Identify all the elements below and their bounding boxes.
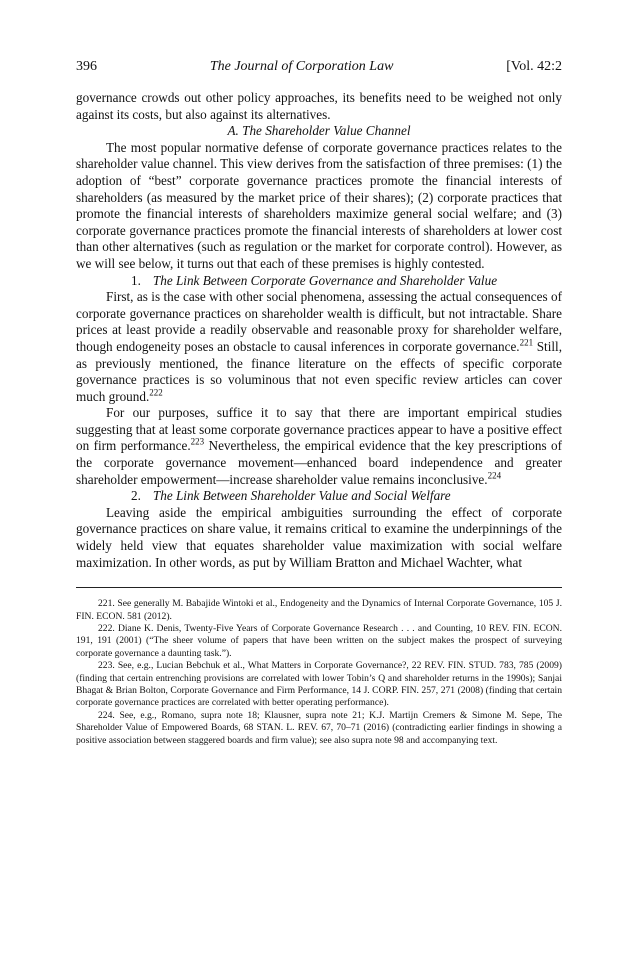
running-header — [76, 58, 562, 76]
page — [76, 58, 562, 747]
paragraph-text: Still, as previously mentioned, the finance literature on the effects of specific corporate governance practices is so voluminous that not even specific review articles can cover much ground. — [76, 338, 563, 404]
footnote-221: 221. See generally M. Babajide Wintoki et al., Endogeneity and the Dynamics of Internal Corporate Governance, 105 J. FIN. ECON. 581 (2012). — [76, 598, 562, 622]
paragraph-text: For our purposes, suffice it to say that there are important empirical studies suggesting that at least some corporate governance practices appear to have a positive effect on firm performance. — [76, 405, 562, 454]
footnotes — [76, 598, 562, 747]
footnote-ref-221[interactable]: 221 — [519, 337, 534, 348]
footnote-ref-224[interactable]: 224 — [487, 470, 502, 481]
subsection-heading-2 — [76, 488, 562, 505]
footnote-ref-222[interactable]: 222 — [149, 387, 163, 398]
journal-title: The Journal of Corporation Law — [209, 59, 394, 74]
footnote-ref-223[interactable]: 223 — [190, 437, 205, 448]
footnote-222: 222. Diane K. Denis, Twenty-Five Years of Corporate Governance Research . . . and Counting, 10 REV. FIN. ECON. 191, 191 (2001) (“The sheer volume of papers that have been written on the subject makes the prospect of surveying corporate governance a daunting task.”). — [76, 623, 562, 659]
subsection-title: The Link Between Shareholder Value and Social Welfare — [152, 488, 451, 504]
footnote-divider — [76, 587, 562, 588]
body-text — [76, 90, 562, 571]
subsection-heading-1 — [76, 273, 562, 290]
paragraph-text: First, as is the case with other social phenomena, assessing the actual consequences of corporate governance practices on shareholder wealth is difficult, but not intractable. Share prices at least provide a readily observable and reasonable proxy for shareholder welfare, though endogeneity poses an obstacle to causal inferences in corporate governance. — [76, 289, 562, 354]
paragraph-text: Nevertheless, the empirical evidence that the key prescriptions of the corporate governance movement—enhanced board independence and greater shareholder empowerment—increase shareholder value remains inconclusive. — [76, 438, 562, 487]
section-heading-a: A. The Shareholder Value Channel — [227, 123, 411, 139]
footnote-223: 223. See, e.g., Lucian Bebchuk et al., What Matters in Corporate Governance?, 22 REV. FIN. STUD. 783, 785 (2009) (finding that certain entrenching provisions are correlated with lower Tobin’s Q and shareholder returns in the 1990s); Sanjai Bhagat & Brian Bolton, Corporate Governance and Firm Performance, 14 J. CORP. FIN. 257, 271 (2008) (finding that certain corporate governance practices are correlated with better operating performance). — [76, 660, 562, 709]
volume-label: [Vol. 42:2 — [506, 59, 562, 74]
subsection-title: The Link Between Corporate Governance and Shareholder Value — [152, 272, 498, 288]
paragraph-first — [76, 289, 562, 405]
paragraph-continued: governance crowds out other policy approaches, its benefits need to be weighed not only against its costs, but also against its alternatives. — [76, 90, 562, 122]
paragraph-purposes — [76, 405, 562, 488]
paragraph-shareholder-value: The most popular normative defense of corporate governance practices relates to the shareholder value channel. This view derives from the satisfaction of three premises: (1) the adoption of “best” corporate governance practices promote the financial interests of shareholders (as measured by the market price of their shares); (2) corporate practices that promote the financial interests of shareholders maximize general social welfare; and (3) corporate governance practices promote the financial interests of shareholders at lower cost than other alternatives (such as regulation or the market for corporate control). However, as we will see below, it turns out that each of these premises is highly contested. — [76, 139, 562, 271]
paragraph-leaving-aside: Leaving aside the empirical ambiguities surrounding the effect of corporate governance practices on share value, it remains critical to examine the underpinnings of the widely held view that equates shareholder value maximization with social welfare maximization. In other words, as put by William Bratton and Michael Wachter, what — [76, 504, 562, 570]
subsection-number: 2. — [131, 488, 141, 504]
footnote-224: 224. See, e.g., Romano, supra note 18; Klausner, supra note 21; K.J. Martijn Cremers & Simone M. Sepe, The Shareholder Value of Empowered Boards, 68 STAN. L. REV. 67, 70–71 (2016) (contradicting earlier findings in showing a positive association between staggered boards and firm value); see also supra note 98 and accompanying text. — [76, 709, 562, 746]
page-number: 396 — [76, 59, 97, 74]
subsection-number: 1. — [131, 272, 141, 288]
